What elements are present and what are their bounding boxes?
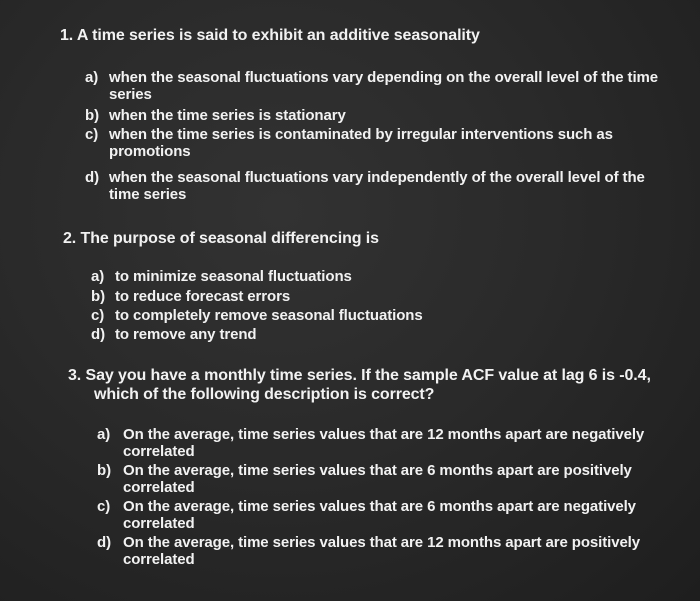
question-2-stem-emph: seasonal: [199, 230, 267, 247]
question-3-option-b: [97, 462, 657, 496]
option-text: when the time series is contaminated by irregular interventions such as promotions: [109, 126, 613, 160]
option-text: to completely remove seasonal fluctuations: [115, 307, 423, 324]
question-2-number: 2.: [63, 230, 77, 247]
question-3-option-d: [97, 534, 657, 568]
option-letter: b): [85, 107, 99, 124]
question-3-option-c: [97, 498, 657, 532]
question-3-stem-post: time series. If the sample ACF value at lag 6 is -0.4,: [265, 367, 651, 384]
question-3-stem-line2: [94, 385, 434, 404]
option-letter: b): [91, 288, 105, 305]
question-3-option-a: [97, 426, 657, 460]
question-2-stem-post: differencing is: [266, 230, 379, 247]
question-2-option-d: [91, 326, 591, 343]
option-letter: d): [85, 169, 99, 186]
option-text: On the average, time series values that are 6 months apart are positively correlated: [123, 462, 632, 496]
option-letter: a): [97, 426, 111, 443]
option-text: when the time series is stationary: [109, 107, 346, 124]
option-letter: a): [85, 69, 99, 86]
question-1-stem-post: seasonality: [389, 27, 480, 44]
option-text: when the seasonal fluctuations vary depending on the overall level of the time series: [109, 69, 658, 103]
question-1-option-a: [85, 69, 660, 103]
option-text: On the average, time series values that are 12 months apart are negatively correlated: [123, 426, 645, 460]
option-text: On the average, time series values that are 12 months apart are positively correlated: [123, 534, 640, 568]
option-text: to reduce forecast errors: [115, 288, 291, 305]
question-2-stem-pre: The purpose of: [80, 230, 200, 247]
question-2-option-b: [91, 288, 591, 305]
question-1-number: 1.: [60, 27, 74, 44]
option-letter: b): [97, 462, 111, 479]
option-letter: c): [91, 307, 105, 324]
question-3-stem: [68, 366, 651, 385]
question-3-stem-line2-text: which of the following description is correct?: [94, 386, 435, 403]
question-1-option-d: [85, 169, 675, 203]
option-text: to remove any trend: [115, 326, 257, 343]
question-2-stem: [63, 229, 379, 248]
question-1-option-c: [85, 126, 645, 160]
option-letter: d): [97, 534, 111, 551]
question-2-option-c: [91, 307, 591, 324]
question-1-stem-emph: additive: [329, 27, 390, 44]
question-3-number: 3.: [68, 367, 82, 384]
option-letter: c): [85, 126, 99, 143]
question-1-option-b: [85, 107, 660, 124]
question-1-stem: [60, 26, 480, 45]
option-letter: c): [97, 498, 111, 515]
question-2-option-a: [91, 268, 591, 285]
option-letter: d): [91, 326, 105, 343]
question-1-stem-pre: A time series is said to exhibit an: [76, 27, 330, 44]
question-3-stem-pre: Say you have a: [85, 367, 205, 384]
option-letter: a): [91, 268, 105, 285]
option-text: to minimize seasonal fluctuations: [115, 268, 352, 285]
option-text: On the average, time series values that are 6 months apart are negatively correlated: [123, 498, 636, 532]
question-3-stem-emph: monthly: [204, 367, 266, 384]
option-text: when the seasonal fluctuations vary independently of the overall level of the time series: [109, 169, 645, 203]
